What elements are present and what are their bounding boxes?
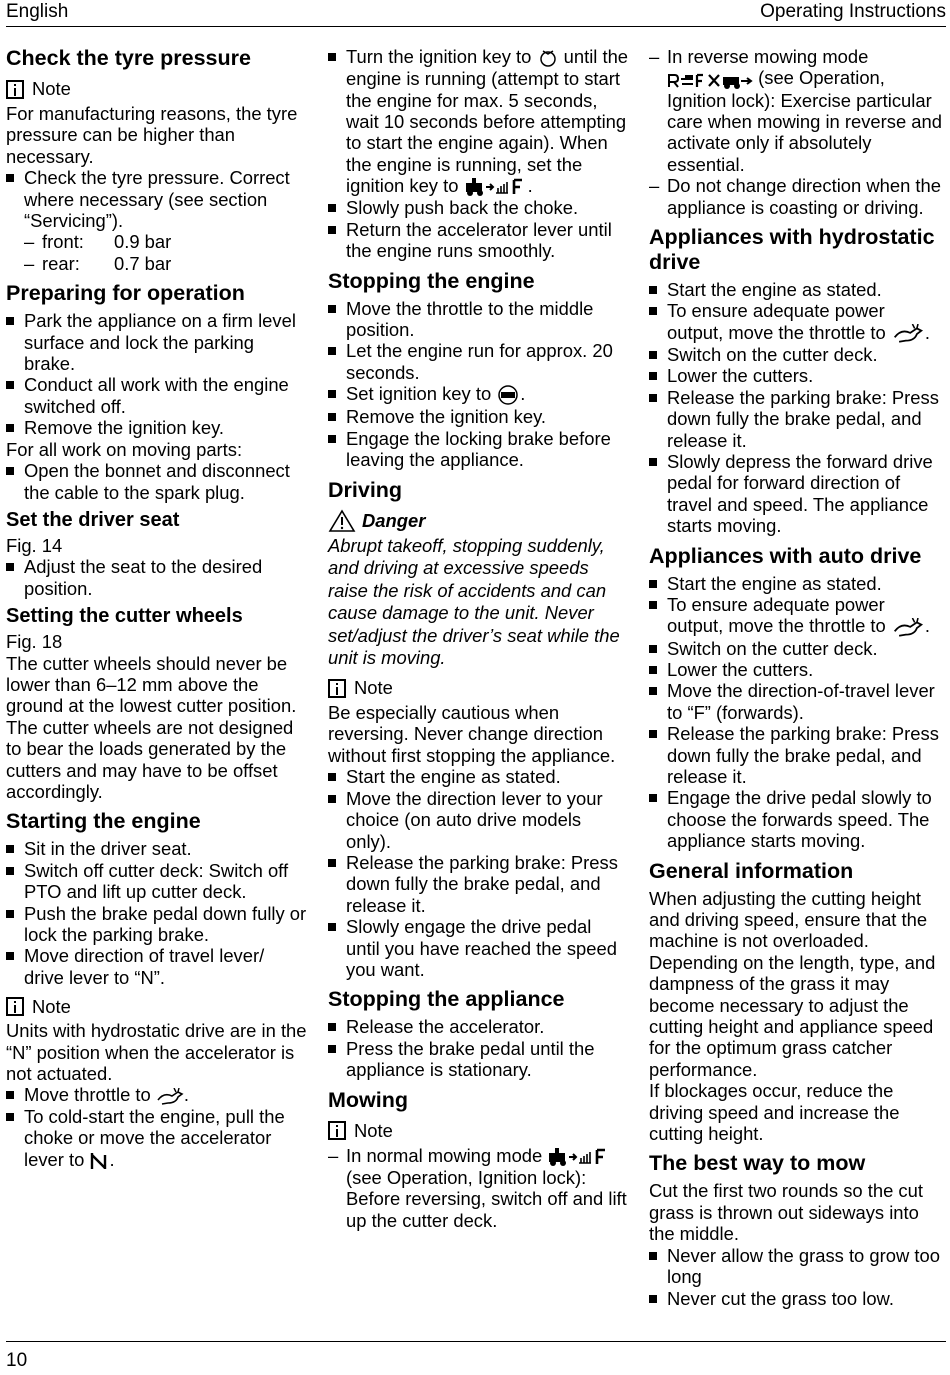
column-1 <box>6 46 308 1171</box>
pressure-value: 0.9 bar <box>114 231 172 253</box>
item-text: Move throttle to <box>24 1084 151 1106</box>
figure-ref: Fig. 18 <box>6 631 63 653</box>
note-label: Note <box>354 1119 393 1141</box>
list-item: Remove the ignition key. <box>6 417 308 438</box>
item-text: . <box>924 321 931 343</box>
list-item: Release the accelerator. <box>328 1016 630 1037</box>
hare-throttle-icon <box>891 618 925 638</box>
heading-best-way: The best way to mow <box>649 1151 866 1176</box>
item-text: In normal mowing mode <box>346 1144 543 1166</box>
bullet-list <box>649 279 945 537</box>
pressure-key: – front: <box>42 231 84 253</box>
paragraph: Cut the first two rounds so the cut grass is thrown out sideways into the middle. <box>649 1180 923 1245</box>
item-text: . <box>183 1084 189 1106</box>
page-number: 10 <box>6 1350 28 1371</box>
heading-mowing: Mowing <box>328 1087 409 1112</box>
note-label: Note <box>354 677 393 699</box>
list-item: Move the direction lever to your choice (on auto drive models only). <box>328 788 630 852</box>
list-item: Let the engine run for approx. 20 seconds. <box>328 340 630 383</box>
list-item: Lower the cutters. <box>649 365 945 386</box>
item-text: To ensure adequate power output, move the throttle to <box>667 300 886 343</box>
danger-text: Abrupt takeoff, stopping suddenly, and driving at excessive speeds raise the risk of accidents and can cause damage to the unit. Never set/adjust the driver’s seat while the unit is moving. <box>328 534 620 669</box>
stop-icon <box>496 384 520 406</box>
pressure-list <box>6 231 308 274</box>
bullet-list <box>328 1016 630 1080</box>
list-item: Start the engine as stated. <box>649 279 945 300</box>
heading-cutter-wheels: Setting the cutter wheels <box>6 605 243 628</box>
list-item: Check the tyre pressure. Correct where necessary (see section “Servicing”). <box>6 167 308 231</box>
list-item: Engage the drive pedal slowly to choose the forwards speed. The appliance starts moving. <box>649 787 945 851</box>
pressure-key: – rear: <box>42 252 80 274</box>
pressure-value: 0.7 bar <box>114 252 172 274</box>
list-item: Move the throttle to the middle position. <box>328 298 630 341</box>
list-item: Never cut the grass too low. <box>649 1288 945 1309</box>
item-text: Turn the ignition key to <box>346 46 532 67</box>
item-text: To ensure adequate power output, move the throttle to <box>667 594 886 637</box>
note-label: Note <box>32 995 71 1017</box>
list-item: Start the engine as stated. <box>649 573 945 594</box>
pressure-rear <box>24 253 308 274</box>
bullet-list <box>328 766 630 980</box>
item-text: Set ignition key to <box>346 383 492 405</box>
list-item <box>649 594 945 638</box>
list-item: Switch on the cutter deck. <box>649 344 945 365</box>
list-item: Release the parking brake: Press down fully the brake pedal, and release it. <box>328 852 630 916</box>
item-text: until the engine is running (attempt to start the engine for max. 5 seconds, wait 10 seconds before attempting to start the engine again). When the engine is running, set the ignition key to <box>346 46 629 197</box>
item-text: . <box>520 383 526 405</box>
pressure-front <box>24 231 308 252</box>
list-item: Never allow the grass to grow too long <box>649 1245 945 1288</box>
note-text: Units with hydrostatic drive are in the “N” position when the accelerator is not actuated. <box>6 1020 307 1085</box>
item-text: (see Operation, Ignition lock): Exercise particular care when mowing in reverse and activate only if absolutely essential. <box>667 67 942 175</box>
bullet-list <box>6 310 308 438</box>
heading-hydrostatic: Appliances with hydrostatic drive <box>649 224 935 274</box>
item-text: . <box>924 615 931 637</box>
item-text: . <box>109 1148 115 1170</box>
note-label: Note <box>32 78 71 100</box>
bullet-list <box>328 46 630 262</box>
list-item: Press the brake pedal until the appliance is stationary. <box>328 1038 630 1081</box>
info-icon <box>6 80 24 99</box>
heading-starting-engine: Starting the engine <box>6 809 201 834</box>
item-text: In reverse mowing mode <box>667 46 869 67</box>
note-heading <box>328 676 630 700</box>
note-text: For manufacturing reasons, the tyre pressure can be higher than necessary. <box>6 103 298 167</box>
item-text: . <box>527 175 533 197</box>
bullet-list <box>6 838 308 988</box>
item-text: To cold-start the engine, pull the choke or move the accelerator lever to <box>24 1105 285 1170</box>
page-footer <box>6 1341 946 1371</box>
dash-item <box>649 46 945 175</box>
info-icon <box>6 997 24 1016</box>
column-2 <box>328 46 630 1231</box>
list-item <box>649 300 945 344</box>
column-3 <box>649 46 945 1309</box>
danger-heading <box>328 509 630 533</box>
list-item: Park the appliance on a firm level surface and lock the parking brake. <box>6 310 308 374</box>
list-item: Conduct all work with the engine switched off. <box>6 374 308 417</box>
list-item: Start the engine as stated. <box>328 766 630 787</box>
heading-preparing: Preparing for operation <box>6 281 245 306</box>
paragraph: When adjusting the cutting height and driving speed, ensure that the machine is not overloaded. Depending on the length, type, and dampness of the grass it may become necessary to adjust the cutting height and appliance speed for the optimum grass catcher performance. <box>649 887 936 1080</box>
bullet-list <box>6 556 308 599</box>
list-item: Slowly depress the forward drive pedal for forward direction of travel and speed. The appliance starts moving. <box>649 451 945 537</box>
note-heading <box>328 1119 630 1143</box>
list-item: Lower the cutters. <box>649 659 945 680</box>
list-item <box>6 1084 308 1105</box>
list-item: Engage the locking brake before leaving the appliance. <box>328 428 630 471</box>
document-title: Operating Instructions <box>760 1 946 22</box>
heading-driver-seat: Set the driver seat <box>6 508 180 531</box>
hare-throttle-icon <box>156 1088 184 1106</box>
heading-stopping-engine: Stopping the engine <box>328 268 535 293</box>
list-item: Move direction of travel lever/ drive lever to “N”. <box>6 945 308 988</box>
list-item: Sit in the driver seat. <box>6 838 308 859</box>
list-item <box>6 1106 308 1171</box>
hare-throttle-icon <box>891 324 925 344</box>
list-item: Release the parking brake: Press down fully the brake pedal, and release it. <box>649 723 945 787</box>
list-item: Return the accelerator lever until the engine runs smoothly. <box>328 219 630 262</box>
list-item: Switch on the cutter deck. <box>649 638 945 659</box>
list-item: Open the bonnet and disconnect the cable to the spark plug. <box>6 460 308 503</box>
bullet-list <box>649 573 945 852</box>
ignition-start-icon <box>537 48 559 68</box>
note-text: Be especially cautious when reversing. Never change direction without first stopping the appliance. <box>328 702 616 766</box>
mowing-mode-icon <box>547 1147 611 1167</box>
list-item: Slowly engage the drive pedal until you have reached the speed you want. <box>328 916 630 980</box>
mowing-mode-icon <box>464 177 528 197</box>
heading-tyre-pressure: Check the tyre pressure <box>6 46 251 70</box>
info-icon <box>328 1121 346 1140</box>
warning-icon <box>328 509 356 533</box>
page-header <box>6 0 946 27</box>
figure-ref: Fig. 14 <box>6 534 63 556</box>
list-item <box>328 46 630 197</box>
info-icon <box>328 679 346 698</box>
heading-stopping-appliance: Stopping the appliance <box>328 987 565 1012</box>
list-item: Release the parking brake: Press down fully the brake pedal, and release it. <box>649 387 945 451</box>
list-item: Push the brake pedal down fully or lock the parking brake. <box>6 903 308 946</box>
bullet-list <box>6 1084 308 1170</box>
heading-general: General information <box>649 858 854 883</box>
list-item: Switch off cutter deck: Switch off PTO and lift up cutter deck. <box>6 860 308 903</box>
list-item: Slowly push back the choke. <box>328 197 630 218</box>
choke-icon <box>89 1151 109 1171</box>
note-heading <box>6 994 308 1018</box>
bullet-list <box>328 298 630 471</box>
note-heading <box>6 77 308 101</box>
paragraph: The cutter wheels should never be lower than 6–12 mm above the ground at the lowest cutter position. The cutter wheels are not designed to bear the loads generated by the cutters and may have to be offset accordingly. <box>6 652 297 802</box>
bullet-list <box>6 167 308 231</box>
language-label: English <box>6 1 69 22</box>
danger-label: Danger <box>362 509 426 531</box>
bullet-list <box>649 1245 945 1309</box>
list-item <box>328 383 630 406</box>
paragraph: If blockages occur, reduce the driving speed and increase the cutting height. <box>649 1080 900 1145</box>
dash-item <box>328 1145 630 1231</box>
dash-item: – Do not change direction when the appliance is coasting or driving. <box>649 175 945 218</box>
reverse-mowing-mode-icon <box>667 70 753 90</box>
heading-auto-drive: Appliances with auto drive <box>649 543 922 568</box>
list-item: Adjust the seat to the desired position. <box>6 556 308 599</box>
paragraph: For all work on moving parts: <box>6 438 243 460</box>
list-item: Remove the ignition key. <box>328 406 630 427</box>
item-text: (see Operation, Ignition lock): Before reversing, switch off and lift up the cutter deck. <box>346 1166 627 1231</box>
bullet-list <box>6 460 308 503</box>
heading-driving: Driving <box>328 477 403 502</box>
list-item: Move the direction-of-travel lever to “F” (forwards). <box>649 680 945 723</box>
